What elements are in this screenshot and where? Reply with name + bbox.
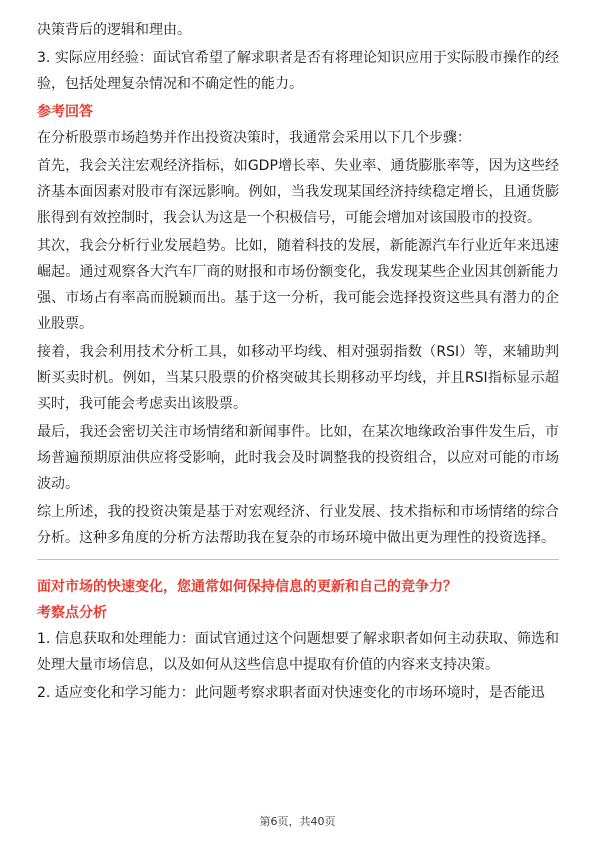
page-number: 第6页，共40页 <box>259 815 336 828</box>
page-content <box>37 17 559 708</box>
answer-paragraph-2: 其次，我会分析行业发展趋势。比如，随着科技的发展，新能源汽车行业近年来迅速崛起。通过观察各大汽车厂商的财报和市场份额变化，我发现某些企业因其创新能力强、市场占有率高而脱颖而出。基于这一分析，我可能会选择投资这些具有潜力的企业股票。 <box>37 238 559 332</box>
answer-intro: 在分析股票市场趋势并作出投资决策时，我通常会采用以下几个步骤： <box>37 130 471 146</box>
answer-paragraph-4: 最后，我还会密切关注市场情绪和新闻事件。比如，在某次地缘政治事件发生后，市场普遍预期原油供应将受影响，此时我会及时调整我的投资组合，以应对可能的市场波动。 <box>37 424 559 492</box>
paragraph-continued: 决策背后的逻辑和理由。 <box>37 22 191 38</box>
analysis-heading: 考察点分析 <box>37 605 107 621</box>
answer-paragraph-1: 首先，我会关注宏观经济指标，如GDP增长率、失业率、通货膨胀率等，因为这些经济基本面因素对股市有深远影响。例如，当我发现某国经济持续稳定增长，且通货膨胀得到有效控制时，我会认为这是一个积极信号，可能会增加对该国股市的投资。 <box>37 158 559 226</box>
answer-paragraph-3: 接着，我会利用技术分析工具，如移动平均线、相对强弱指数（RSI）等，来辅助判断买卖时机。例如，当某只股票的价格突破其长期移动平均线，并且RSI指标显示超买时，我可能会考虑卖出该股票。 <box>37 344 559 412</box>
section-divider <box>37 559 559 560</box>
analysis-point-1: 1. 信息获取和处理能力：面试官通过这个问题想要了解求职者如何主动获取、筛选和处理大量市场信息，以及如何从这些信息中提取有价值的内容来支持决策。 <box>37 631 559 673</box>
analysis-point-2: 2. 适应变化和学习能力：此问题考察求职者面对快速变化的市场环境时，是否能迅 <box>37 685 545 701</box>
answer-paragraph-5: 综上所述，我的投资决策是基于对宏观经济、行业发展、技术指标和市场情绪的综合分析。这种多角度的分析方法帮助我在复杂的市场环境中做出更为理性的投资选择。 <box>37 504 559 546</box>
question-heading: 面对市场的快速变化，您通常如何保持信息的更新和自己的竞争力？ <box>37 579 457 595</box>
analysis-point-3: 3. 实际应用经验：面试官希望了解求职者是否有将理论知识应用于实际股市操作的经验，包括处理复杂情况和不确定性的能力。 <box>37 50 559 92</box>
reference-answer-heading: 参考回答 <box>37 104 93 120</box>
